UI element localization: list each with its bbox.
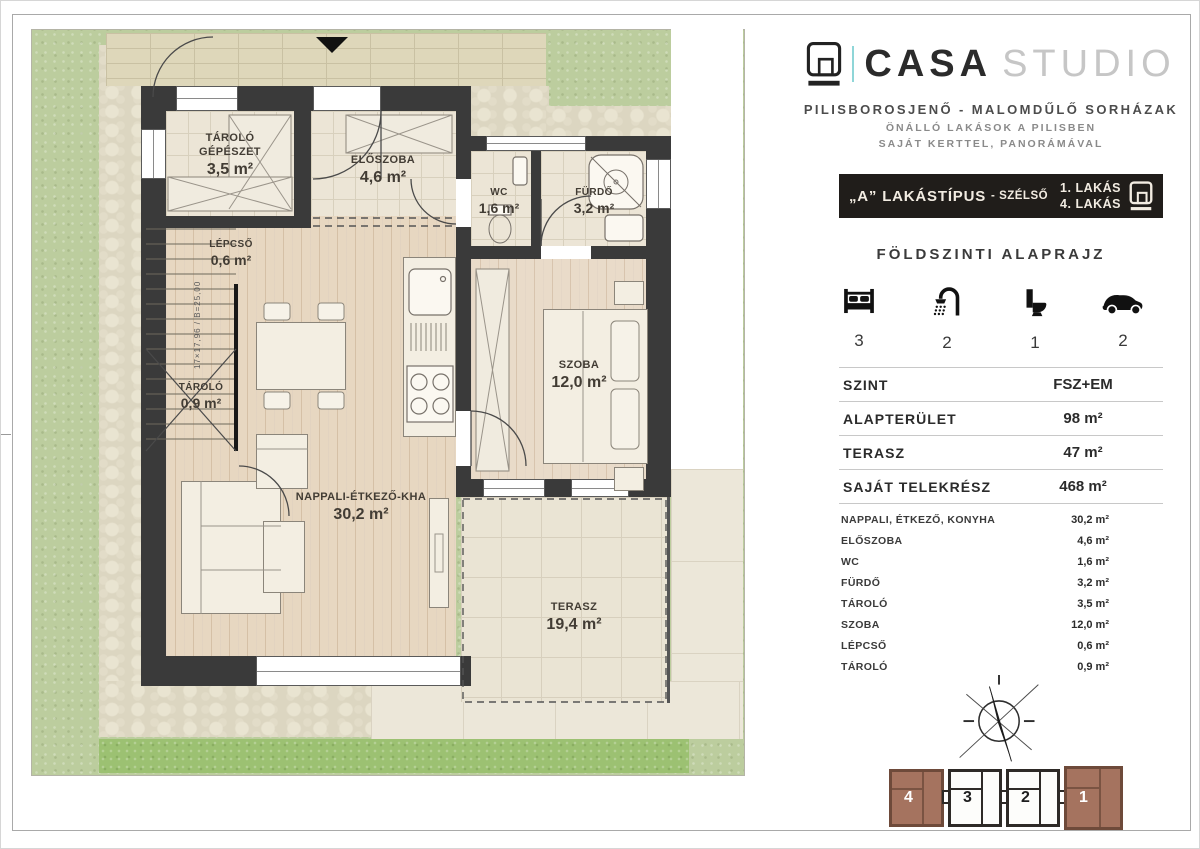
- logo-divider: [852, 46, 854, 82]
- apartment-type-label: „A” LAKÁSTÍPUS: [849, 187, 987, 205]
- registration-mark: [1, 434, 11, 435]
- apartment-type-bar: [839, 174, 1163, 218]
- room-label-living: NAPPALI-ÉTKEZŐ-KHA 30,2 m²: [295, 491, 427, 523]
- site-unit-3: [948, 769, 1002, 827]
- room-list-row: FÜRDŐ 3,2 m²: [841, 576, 1109, 589]
- brand-name-casa: CASA: [864, 42, 993, 85]
- room-label-wc: WC 1,6 m²: [478, 187, 520, 216]
- floor-plan-overlay: [31, 29, 743, 774]
- room-label-terrace: TERASZ 19,4 m²: [546, 601, 602, 633]
- amenity-showers: 2: [916, 284, 978, 353]
- room-label-stairs: LÉPCSŐ 0,6 m²: [209, 239, 253, 268]
- room-label-understair-storage: TÁROLÓ 0,9 m²: [178, 382, 224, 411]
- unit-number: 3: [963, 789, 972, 806]
- summary-row-terrace: TERASZ 47 m²: [839, 435, 1163, 469]
- toilet-icon: [1018, 284, 1052, 320]
- amenity-beds: 3: [828, 284, 890, 353]
- room-list-row: WC 1,6 m²: [841, 555, 1109, 568]
- brand-name-studio: STUDIO: [1002, 42, 1176, 85]
- room-list-row: ELŐSZOBA 4,6 m²: [841, 534, 1109, 547]
- room-label-hall: ELŐSZOBA 4,6 m²: [350, 154, 416, 186]
- plan-title: FÖLDSZINTI ALAPRAJZ: [876, 246, 1106, 263]
- summary-row-area: ALAPTERÜLET 98 m²: [839, 401, 1163, 435]
- room-list-row: NAPPALI, ÉTKEZŐ, KONYHA 30,2 m²: [841, 513, 1109, 526]
- brand-logo: [791, 41, 1191, 87]
- room-list-row: TÁROLÓ 3,5 m²: [841, 597, 1109, 610]
- unit-number: 1: [1079, 789, 1088, 806]
- site-units-strip: [889, 766, 1123, 830]
- bed-icon: [837, 284, 881, 318]
- apartment-unit-numbers: 1. LAKÁS 4. LAKÁS: [1060, 180, 1121, 211]
- room-list-row: TÁROLÓ 0,9 m²: [841, 660, 1109, 673]
- unit-number: 2: [1021, 789, 1030, 806]
- amenity-toilets: 1: [1004, 284, 1066, 353]
- room-label-bathroom: FÜRDŐ 3,2 m²: [573, 187, 615, 216]
- unit-number: 4: [904, 789, 913, 806]
- car-icon: [1099, 284, 1147, 318]
- room-label-storage: TÁROLÓ GÉPÉSZET 3,5 m²: [199, 132, 261, 178]
- summary-row-plot: SAJÁT TELEKRÉSZ 468 m²: [839, 469, 1163, 504]
- type-bar-logo-icon: [1129, 181, 1153, 211]
- casa-studio-logo-icon: [806, 41, 842, 87]
- room-list-row: LÉPCSŐ 0,6 m²: [841, 639, 1109, 652]
- apartment-type-suffix: - SZÉLSŐ: [991, 190, 1049, 202]
- site-unit-2: [1006, 769, 1060, 827]
- project-subtitle-2: SAJÁT KERTTEL, PANORÁMÁVAL: [878, 138, 1104, 150]
- room-label-bedroom: SZOBA 12,0 m²: [551, 359, 607, 391]
- summary-row-floor: SZINT FSZ+EM: [839, 367, 1163, 401]
- entrance-marker-icon: [316, 37, 348, 53]
- project-subtitle-1: ÖNÁLLÓ LAKÁSOK A PILISBEN: [885, 122, 1097, 134]
- project-title: PILISBOROSJENŐ - MALOMDŰLŐ SORHÁZAK: [803, 102, 1179, 117]
- amenity-parking: 2: [1092, 284, 1154, 353]
- shower-icon: [929, 284, 965, 320]
- stair-dimension-note: 17×17,96 / B=25,00: [193, 280, 202, 369]
- site-plan: [31, 29, 743, 774]
- compass-icon: [951, 673, 1047, 773]
- site-unit-4: [889, 769, 944, 827]
- room-list-row: SZOBA 12,0 m²: [841, 618, 1109, 631]
- amenities-row: [811, 284, 1171, 353]
- summary-table: [839, 367, 1163, 504]
- room-area-list: [841, 509, 1109, 677]
- site-unit-1: [1064, 766, 1123, 830]
